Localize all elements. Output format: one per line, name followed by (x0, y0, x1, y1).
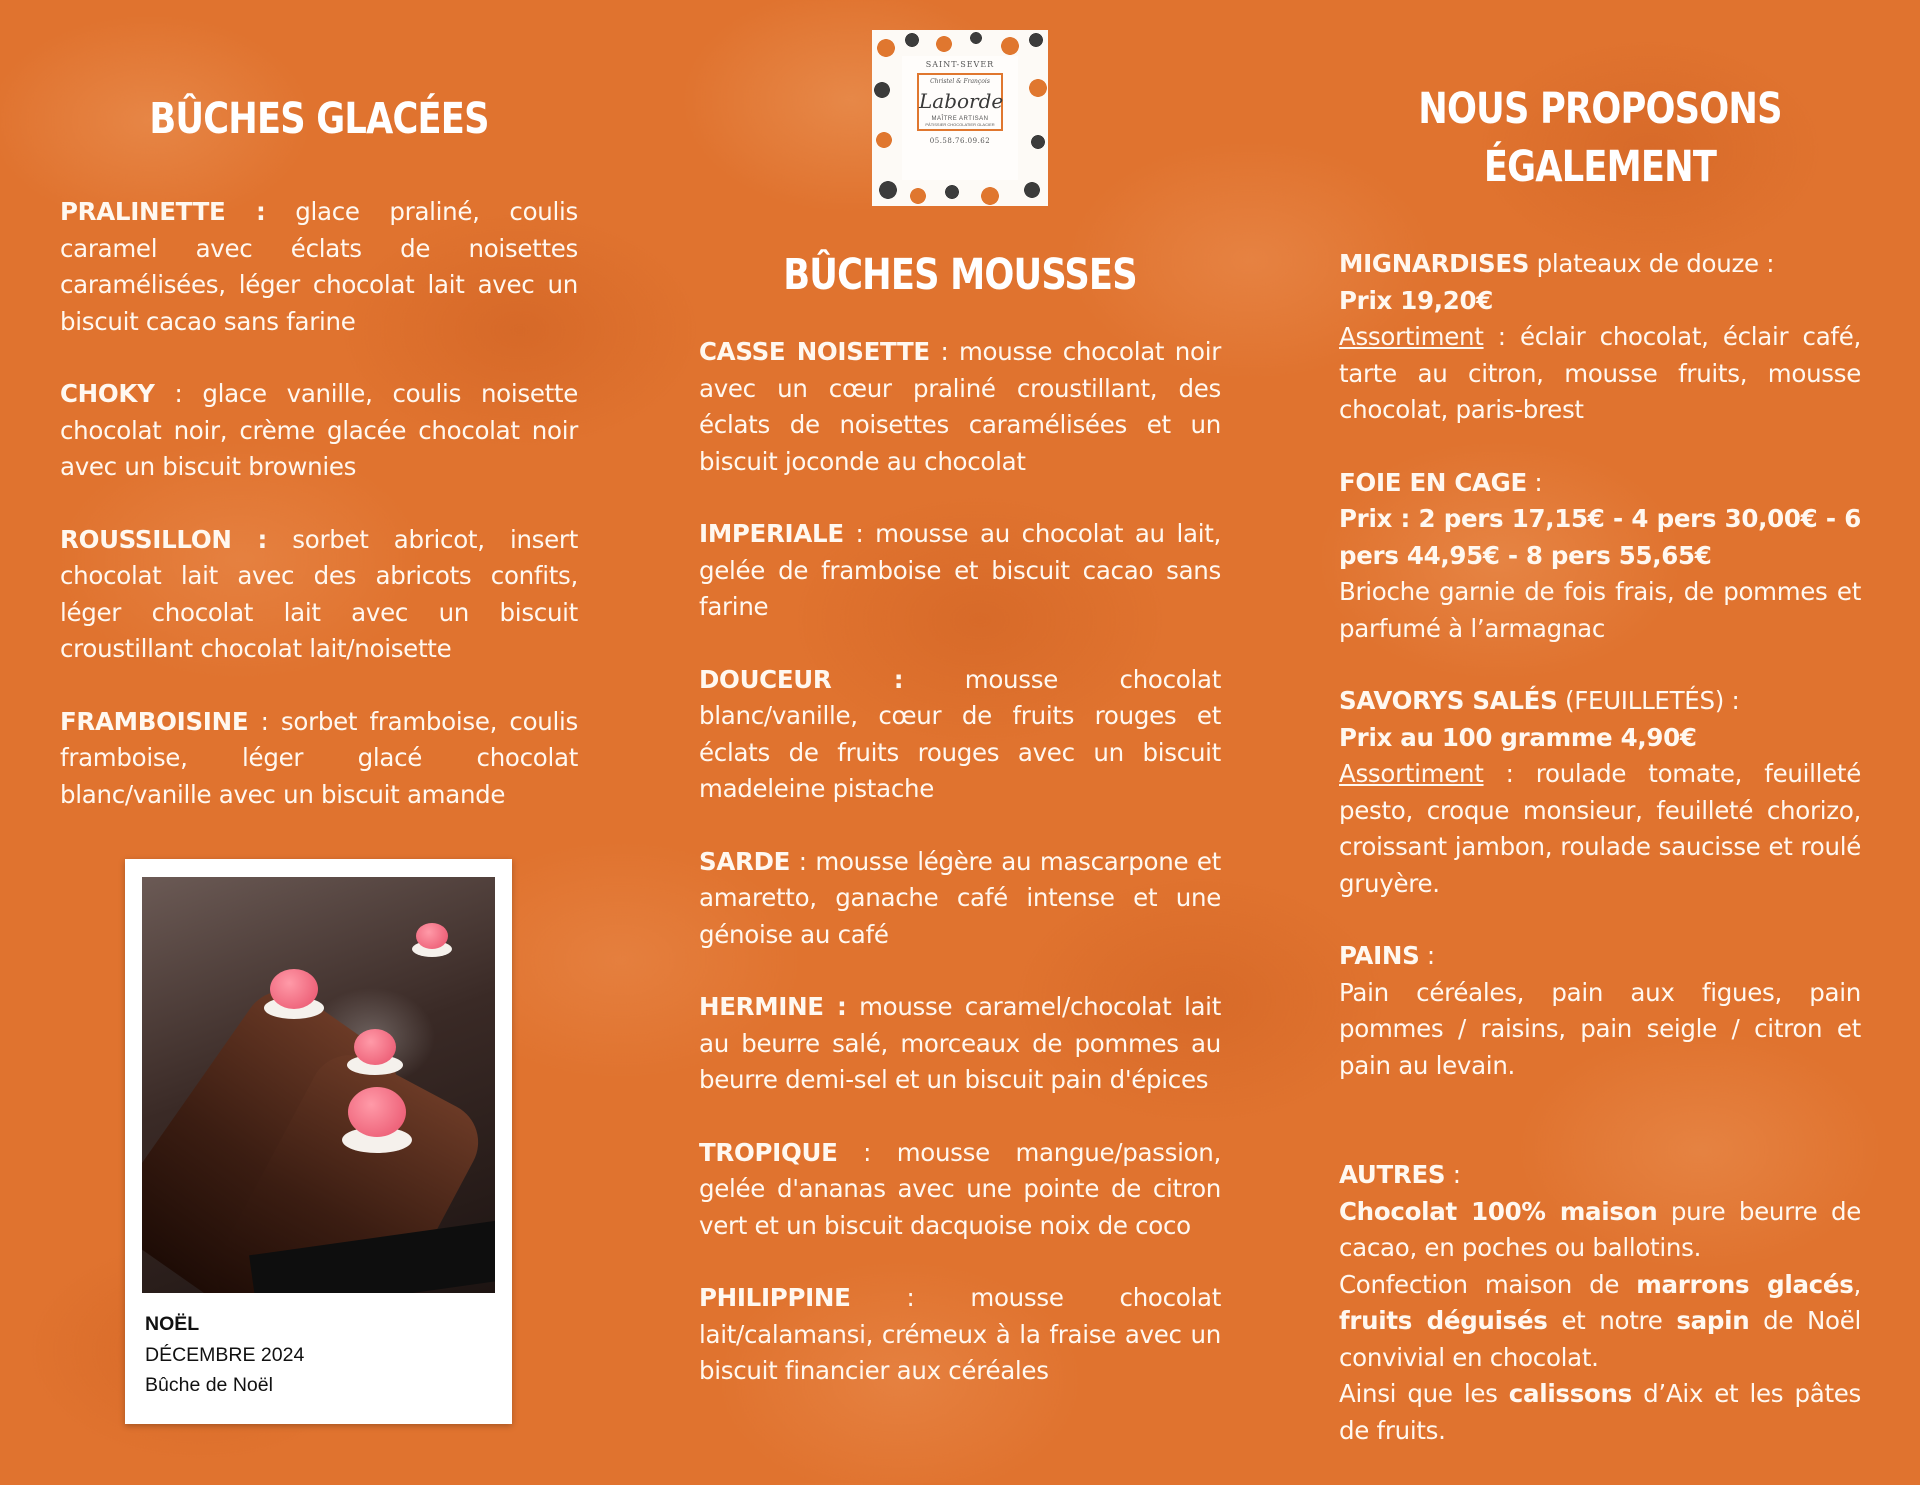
item-name: PHILIPPINE (699, 1283, 851, 1312)
item-name: FOIE EN CAGE (1339, 467, 1527, 497)
item-name: ROUSSILLON : (60, 524, 268, 554)
heading-nous-proposons (1386, 80, 1814, 196)
autres-text: de Noël convivial en chocolat. (1339, 1306, 1862, 1372)
heading-line-2: ÉGALEMENT (1483, 142, 1717, 192)
logo-script: Christel & François (930, 78, 990, 85)
item-desc: glace praliné, coulis caramel avec éclats de noisettes caramélisées, léger chocolat lait avec un biscuit cacao sans farine (60, 197, 579, 336)
item-mignardises (1339, 246, 1861, 429)
heading-buches-mousses: BÛCHES MOUSSES (783, 250, 1137, 300)
caption-title: Bûche de Noël (145, 1374, 273, 1396)
item-price: Prix au 100 gramme 4,90€ (1339, 722, 1697, 752)
assortiment-label: Assortiment (1339, 759, 1484, 788)
autres-text: , (1853, 1269, 1861, 1299)
item-pains (1339, 938, 1861, 1084)
autres-text: Ainsi que les (1339, 1379, 1509, 1408)
column-buches-mousses (699, 30, 1221, 1426)
autres-marrons: marrons glacés (1636, 1269, 1854, 1299)
item-desc: sorbet abricot, insert chocolat lait avec des abricots confits, léger chocolat lait avec un biscuit croustillant chocolat lait/noisette (60, 524, 578, 663)
item-name: IMPERIALE (699, 519, 844, 548)
item-name: CASSE NOISETTE (699, 337, 930, 366)
assortiment-text: : roulade tomate, feuilleté pesto, croque monsieur, feuilleté chorizo, croissant jambon, roulade saucisse et roulé gruyère. (1339, 759, 1861, 898)
meringue-decoration (416, 923, 448, 949)
item-hermine (699, 989, 1221, 1099)
item-desc: : mousse chocolat noir avec un cœur praliné croustillant, des éclats de noisettes caramélisées et un biscuit joconde au chocolat (699, 337, 1222, 476)
buche-photo (142, 877, 495, 1293)
item-roussillon (60, 522, 578, 668)
item-autres (1339, 1157, 1861, 1449)
item-name: PAINS (1339, 941, 1420, 970)
item-price: Prix : 2 pers 17,15€ - 4 pers 30,00€ - 6 pers 44,95€ - 8 pers 55,65€ (1339, 504, 1861, 570)
item-tropique (699, 1135, 1221, 1245)
logo-phone: 05.58.76.09.62 (929, 137, 991, 145)
autres-chocolat-text: pure beurre de cacao, en poches ou ballotins. (1339, 1196, 1861, 1262)
logo-name: Laborde (919, 89, 1004, 113)
item-name: PRALINETTE : (60, 197, 266, 226)
item-desc: : glace vanille, coulis noisette chocolat noir, crème glacée chocolat noir avec un biscuit brownies (60, 379, 578, 481)
item-imperiale (699, 516, 1221, 626)
item-name: MIGNARDISES (1339, 249, 1530, 278)
item-sarde (699, 844, 1221, 954)
autres-chocolat (1339, 1194, 1861, 1267)
autres-text: Confection maison de (1339, 1269, 1637, 1299)
autres-text: d’Aix et les pâtes de fruits. (1339, 1379, 1861, 1445)
item-desc: : (1445, 1160, 1461, 1189)
item-savorys (1339, 683, 1861, 902)
autres-text: et notre (1547, 1306, 1677, 1335)
item-desc: mousse caramel/chocolat lait au beurre salé, morceaux de pommes au beurre demi-sel et un biscuit pain d'épices (699, 992, 1221, 1094)
item-desc: : sorbet framboise, coulis framboise, léger glacé chocolat blanc/vanille avec un biscuit amande (60, 706, 578, 809)
item-name: TROPIQUE (699, 1137, 838, 1167)
item-desc: : mousse au chocolat au lait, gelée de framboise et biscuit cacao sans farine (699, 519, 1221, 621)
item-desc: : (1419, 941, 1435, 970)
item-name: SARDE (699, 846, 791, 876)
autres-confection (1339, 1267, 1861, 1377)
item-pralinette (60, 194, 578, 340)
caption-noel: NOËL (145, 1313, 200, 1335)
item-douceur (699, 662, 1221, 808)
item-text: Pain céréales, pain aux figues, pain pommes / raisins, pain seigle / citron et pain au levain. (1339, 977, 1861, 1080)
logo-panel (902, 56, 1018, 180)
item-name: HERMINE : (699, 992, 847, 1021)
item-desc: plateaux de douze : (1529, 249, 1775, 278)
autres-sapin: sapin (1676, 1306, 1750, 1335)
item-price: Prix 19,20€ (1339, 285, 1494, 315)
item-name: CHOKY (60, 379, 155, 408)
autres-calissons (1339, 1376, 1861, 1449)
logo-title: MAÎTRE ARTISAN (931, 116, 989, 122)
logo-subtitle: PÂTISSIER CHOCOLATIER GLACIER (925, 122, 995, 127)
assortiment-label: Assortiment (1339, 322, 1484, 351)
item-choky (60, 376, 578, 486)
item-text: Brioche garnie de fois frais, de pommes et parfumé à l’armagnac (1339, 577, 1861, 643)
photo-card (125, 859, 512, 1424)
meringue-decoration (270, 969, 318, 1009)
column-nous-proposons (1339, 80, 1861, 1485)
column-buches-glacees (60, 90, 578, 849)
item-desc: (FEUILLETÉS) : (1557, 686, 1740, 715)
item-name: AUTRES (1339, 1160, 1446, 1189)
meringue-decoration (354, 1029, 396, 1065)
caption-date: DÉCEMBRE 2024 (145, 1343, 305, 1366)
assortiment-text: : éclair chocolat, éclair café, tarte au citron, mousse fruits, mousse chocolat, paris-brest (1339, 322, 1861, 424)
laborde-logo (872, 30, 1048, 206)
item-name: FRAMBOISINE (60, 706, 249, 736)
autres-fruits: fruits déguisés (1339, 1306, 1548, 1335)
item-desc: : mousse mangue/passion, gelée d'ananas avec une pointe de citron vert et un biscuit dacquoise noix de coco (699, 1137, 1221, 1240)
item-philippine (699, 1280, 1221, 1390)
photo-caption (145, 1309, 304, 1401)
autres-chocolat-bold: Chocolat 100% maison (1339, 1196, 1658, 1226)
item-desc: mousse chocolat blanc/vanille, cœur de fruits rouges et éclats de fruits rouges avec un biscuit madeleine pistache (699, 664, 1221, 803)
heading-buches-glacees: BÛCHES GLACÉES (149, 94, 489, 144)
logo-town: SAINT-SEVER (925, 60, 995, 69)
item-desc: : mousse légère au mascarpone et amaretto, ganache café intense et une génoise au café (699, 846, 1221, 949)
item-foie-en-cage (1339, 465, 1861, 648)
logo-frame (917, 73, 1003, 131)
item-casse-noisette (699, 334, 1221, 480)
item-framboisine (60, 704, 578, 814)
meringue-decoration (348, 1087, 406, 1137)
item-name: DOUCEUR : (699, 664, 904, 694)
heading-line-1: NOUS PROPOSONS (1418, 84, 1782, 134)
item-desc: : (1526, 467, 1543, 497)
item-desc: : mousse chocolat lait/calamansi, crémeux à la fraise avec un biscuit financier aux céréales (699, 1283, 1221, 1385)
item-name: SAVORYS SALÉS (1339, 686, 1558, 715)
autres-calissons-bold: calissons (1508, 1379, 1632, 1408)
